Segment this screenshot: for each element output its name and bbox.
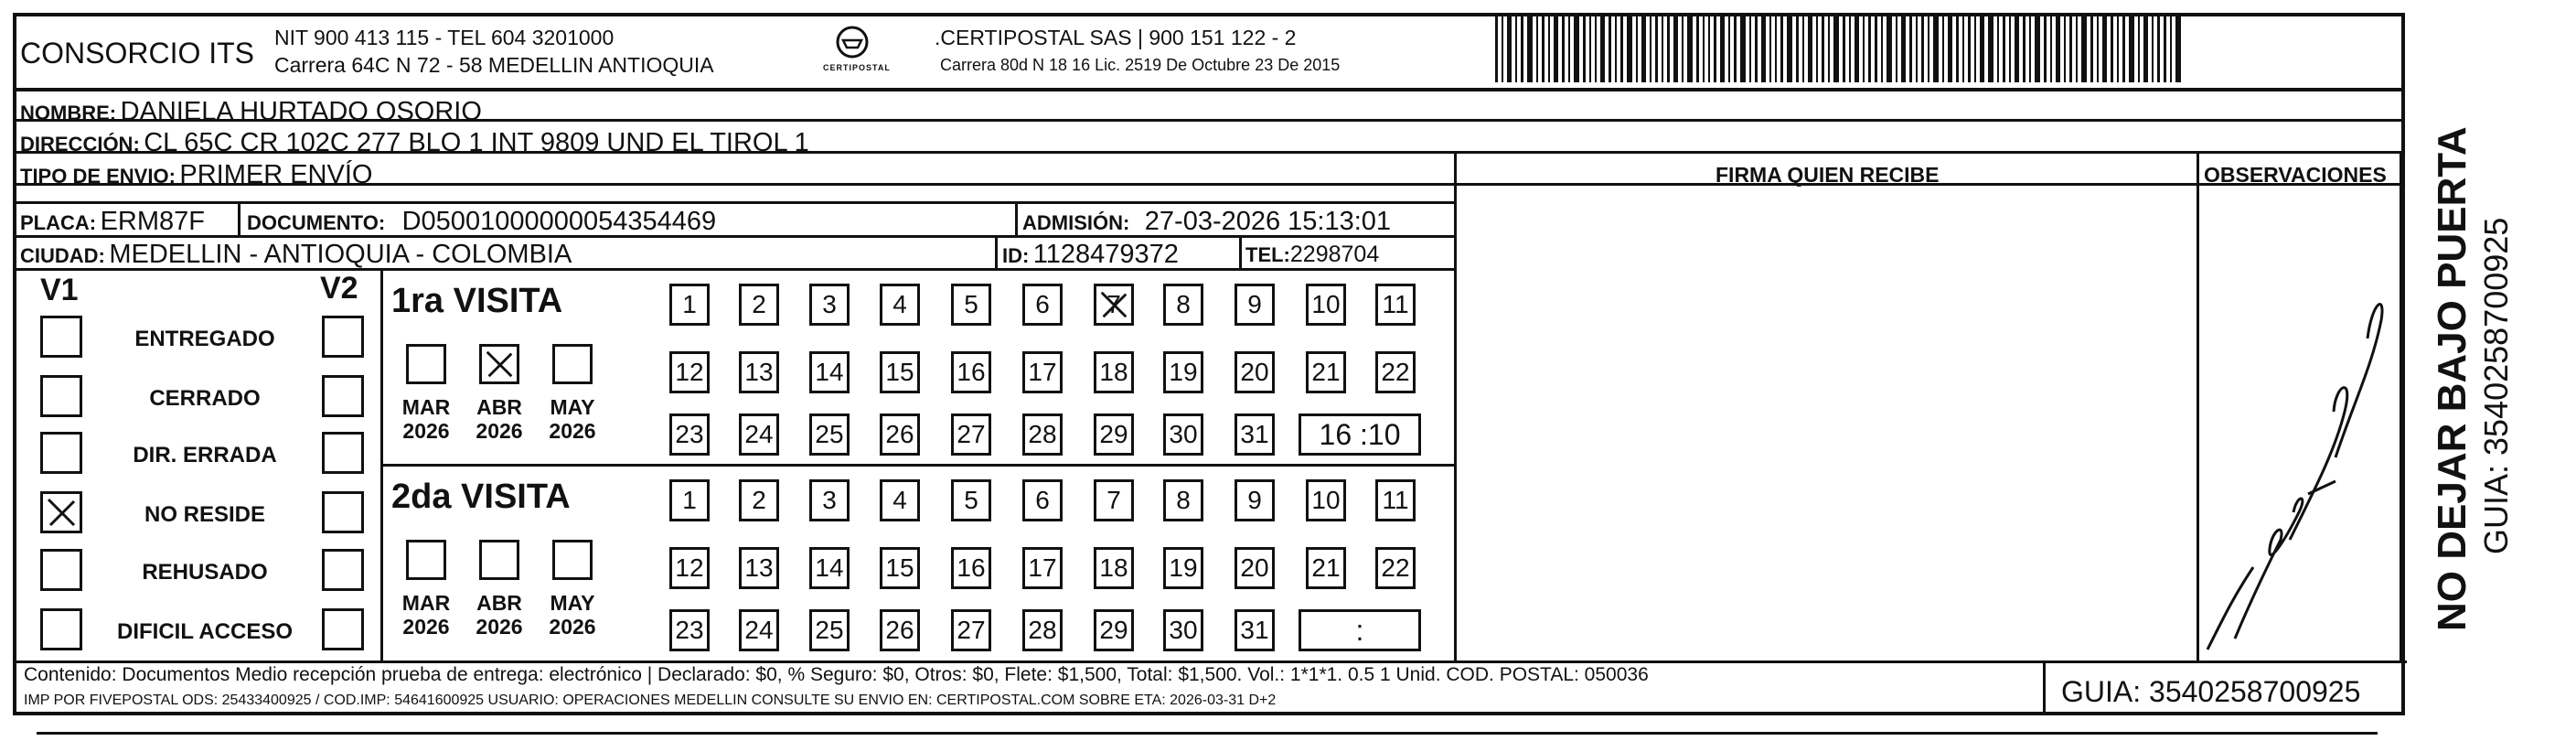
placa-row: PLACA: ERM87F (20, 207, 205, 236)
day-box[interactable]: 2 (739, 479, 779, 521)
logo-caption: CERTIPOSTAL (823, 63, 891, 72)
day-box[interactable]: 30 (1163, 413, 1203, 456)
month-label: MAY 2026 (549, 591, 596, 639)
day-box[interactable]: 15 (880, 351, 920, 393)
day-box[interactable]: 7 (1094, 479, 1134, 521)
visit-title: 1ra VISITA (391, 282, 563, 320)
v1-checkbox[interactable] (40, 432, 82, 474)
month-label: ABR 2026 (476, 591, 523, 639)
day-box[interactable]: 31 (1235, 609, 1275, 651)
status-label: CERRADO (149, 386, 261, 411)
day-box[interactable]: 13 (739, 547, 779, 589)
month-checkbox[interactable] (479, 344, 519, 384)
direccion-row: DIRECCIÓN: CL 65C CR 102C 277 BLO 1 INT 9809 UND EL TIROL 1 (20, 128, 809, 157)
month-checkbox[interactable] (479, 540, 519, 580)
day-box[interactable]: 6 (1022, 479, 1063, 521)
month-label: MAY 2026 (549, 395, 596, 444)
day-box[interactable]: 11 (1375, 479, 1416, 521)
day-box[interactable]: 24 (739, 609, 779, 651)
recipient-name: DANIELA HURTADO OSORIO (120, 97, 482, 126)
company-address: Carrera 64C N 72 - 58 MEDELLIN ANTIOQUIA (274, 53, 714, 77)
visit-title: 2da VISITA (391, 478, 571, 516)
v1-checkbox[interactable] (40, 375, 82, 417)
day-box[interactable]: 5 (951, 479, 991, 521)
observaciones-label: OBSERVACIONES (2204, 163, 2387, 187)
day-box[interactable]: 29 (1094, 609, 1134, 651)
day-box[interactable]: 17 (1022, 547, 1063, 589)
day-box[interactable]: 13 (739, 351, 779, 393)
day-box[interactable]: 7 (1094, 284, 1134, 326)
day-box[interactable]: 14 (809, 547, 850, 589)
time-box[interactable]: : (1299, 609, 1421, 651)
side-warning: NO DEJAR BAJO PUERTA (2430, 126, 2474, 631)
day-box[interactable]: 20 (1235, 547, 1275, 589)
v1-checkbox[interactable] (40, 491, 82, 533)
day-box[interactable]: 14 (809, 351, 850, 393)
day-box[interactable]: 8 (1163, 284, 1203, 326)
id-row: ID: 1128479372 (1002, 240, 1179, 269)
day-box[interactable]: 9 (1235, 479, 1275, 521)
day-box[interactable]: 20 (1235, 351, 1275, 393)
v2-checkbox[interactable] (322, 432, 364, 474)
city: MEDELLIN - ANTIOQUIA - COLOMBIA (109, 240, 572, 269)
signature-image (2198, 265, 2401, 660)
day-box[interactable]: 29 (1094, 413, 1134, 456)
month-label: MAR 2026 (401, 591, 451, 639)
shipment-type: PRIMER ENVÍO (179, 160, 373, 189)
company-name: CONSORCIO ITS (20, 37, 255, 70)
day-box[interactable]: 4 (880, 479, 920, 521)
day-box[interactable]: 19 (1163, 351, 1203, 393)
day-box[interactable]: 12 (669, 547, 710, 589)
day-box[interactable]: 19 (1163, 547, 1203, 589)
day-box[interactable]: 8 (1163, 479, 1203, 521)
tel-row: TEL:2298704 (1245, 242, 1380, 267)
recipient-phone: 2298704 (1289, 242, 1380, 267)
day-box[interactable]: 10 (1306, 479, 1346, 521)
day-box[interactable]: 6 (1022, 284, 1063, 326)
documento-row: DOCUMENTO: D05001000000054354469 (247, 207, 717, 236)
v2-checkbox[interactable] (322, 549, 364, 591)
courier-name: .CERTIPOSTAL SAS | 900 151 122 - 2 (935, 26, 1297, 49)
footer-imp: IMP POR FIVEPOSTAL ODS: 25433400925 / COD.IMP: 54641600925 USUARIO: OPERACIONES MEDELLIN CONSULTE SU ENVIO EN: CERTIPOSTAL.COM SOBRE ETA: 2026-03-31 D+2 (24, 693, 1277, 708)
status-label: REHUSADO (142, 560, 268, 585)
day-box[interactable]: 16 (951, 547, 991, 589)
recipient-id: 1128479372 (1032, 240, 1179, 269)
day-box[interactable]: 1 (669, 284, 710, 326)
nombre-row: NOMBRE: DANIELA HURTADO OSORIO (20, 97, 482, 126)
day-box[interactable]: 25 (809, 413, 850, 456)
month-checkbox[interactable] (406, 344, 446, 384)
v2-checkbox[interactable] (322, 491, 364, 533)
v1-checkbox[interactable] (40, 549, 82, 591)
v1-checkbox[interactable] (40, 608, 82, 650)
status-label: ENTREGADO (134, 327, 275, 351)
plate: ERM87F (100, 207, 205, 236)
day-box[interactable]: 26 (880, 609, 920, 651)
day-box[interactable]: 28 (1022, 413, 1063, 456)
document-number: D05001000000054354469 (401, 207, 717, 236)
month-label: MAR 2026 (401, 395, 451, 444)
month-checkbox[interactable] (406, 540, 446, 580)
time-box[interactable]: 16 :10 (1299, 413, 1421, 456)
day-box[interactable]: 12 (669, 351, 710, 393)
day-box[interactable]: 25 (809, 609, 850, 651)
day-box[interactable]: 22 (1375, 547, 1416, 589)
ciudad-row: CIUDAD: MEDELLIN - ANTIOQUIA - COLOMBIA (20, 240, 572, 269)
day-box[interactable]: 3 (809, 284, 850, 326)
certipostal-logo-icon (834, 24, 871, 60)
day-box[interactable]: 18 (1094, 351, 1134, 393)
admision-row: ADMISIÓN: 27-03-2026 15:13:01 (1022, 207, 1392, 236)
day-box[interactable]: 21 (1306, 351, 1346, 393)
day-box[interactable]: 2 (739, 284, 779, 326)
day-box[interactable]: 10 (1306, 284, 1346, 326)
day-box[interactable]: 21 (1306, 547, 1346, 589)
v2-checkbox[interactable] (322, 375, 364, 417)
day-box[interactable]: 5 (951, 284, 991, 326)
day-box[interactable]: 22 (1375, 351, 1416, 393)
side-guia: GUIA: 3540258700925 (2477, 217, 2515, 554)
barcode (1495, 16, 2227, 82)
status-label: NO RESIDE (144, 502, 266, 527)
day-box[interactable]: 24 (739, 413, 779, 456)
day-box[interactable]: 4 (880, 284, 920, 326)
month-checkbox[interactable] (552, 344, 593, 384)
day-box[interactable]: 31 (1235, 413, 1275, 456)
day-box[interactable]: 28 (1022, 609, 1063, 651)
day-box[interactable]: 27 (951, 413, 991, 456)
day-box[interactable]: 9 (1235, 284, 1275, 326)
day-box[interactable]: 26 (880, 413, 920, 456)
day-box[interactable]: 11 (1375, 284, 1416, 326)
v1-checkbox[interactable] (40, 316, 82, 358)
recipient-address: CL 65C CR 102C 277 BLO 1 INT 9809 UND EL TIROL 1 (144, 128, 809, 157)
firma-label: FIRMA QUIEN RECIBE (1716, 163, 1940, 187)
day-box[interactable]: 1 (669, 479, 710, 521)
month-checkbox[interactable] (552, 540, 593, 580)
company-nit: NIT 900 413 115 - TEL 604 3201000 (274, 26, 615, 49)
day-box[interactable]: 30 (1163, 609, 1203, 651)
day-box[interactable]: 27 (951, 609, 991, 651)
day-box[interactable]: 23 (669, 609, 710, 651)
v1-label: V1 (40, 273, 79, 307)
day-box[interactable]: 3 (809, 479, 850, 521)
v2-checkbox[interactable] (322, 608, 364, 650)
day-box[interactable]: 16 (951, 351, 991, 393)
month-label: ABR 2026 (476, 395, 523, 444)
tipo-row: TIPO DE ENVIO: PRIMER ENVÍO (20, 160, 373, 189)
footer-content: Contenido: Documentos Medio recepción prueba de entrega: electrónico | Declarado: $0, % Seguro: $0, Otros: $0, Flete: $1,500, Total: $1,500. Vol.: 1*1*1. 0.5 1 Unid. COD. POSTAL: 050036 (24, 664, 1649, 685)
status-label: DIR. ERRADA (133, 443, 277, 467)
day-box[interactable]: 17 (1022, 351, 1063, 393)
day-box[interactable]: 15 (880, 547, 920, 589)
admission-date: 27-03-2026 15:13:01 (1144, 207, 1392, 236)
status-label: DIFICIL ACCESO (116, 619, 293, 644)
v2-checkbox[interactable] (322, 316, 364, 358)
footer-guia: GUIA: 3540258700925 (2061, 675, 2361, 708)
day-box[interactable]: 23 (669, 413, 710, 456)
day-box[interactable]: 18 (1094, 547, 1134, 589)
courier-license: Carrera 80d N 18 16 Lic. 2519 De Octubre 23 De 2015 (940, 56, 1341, 74)
v2-label: V2 (320, 271, 358, 306)
